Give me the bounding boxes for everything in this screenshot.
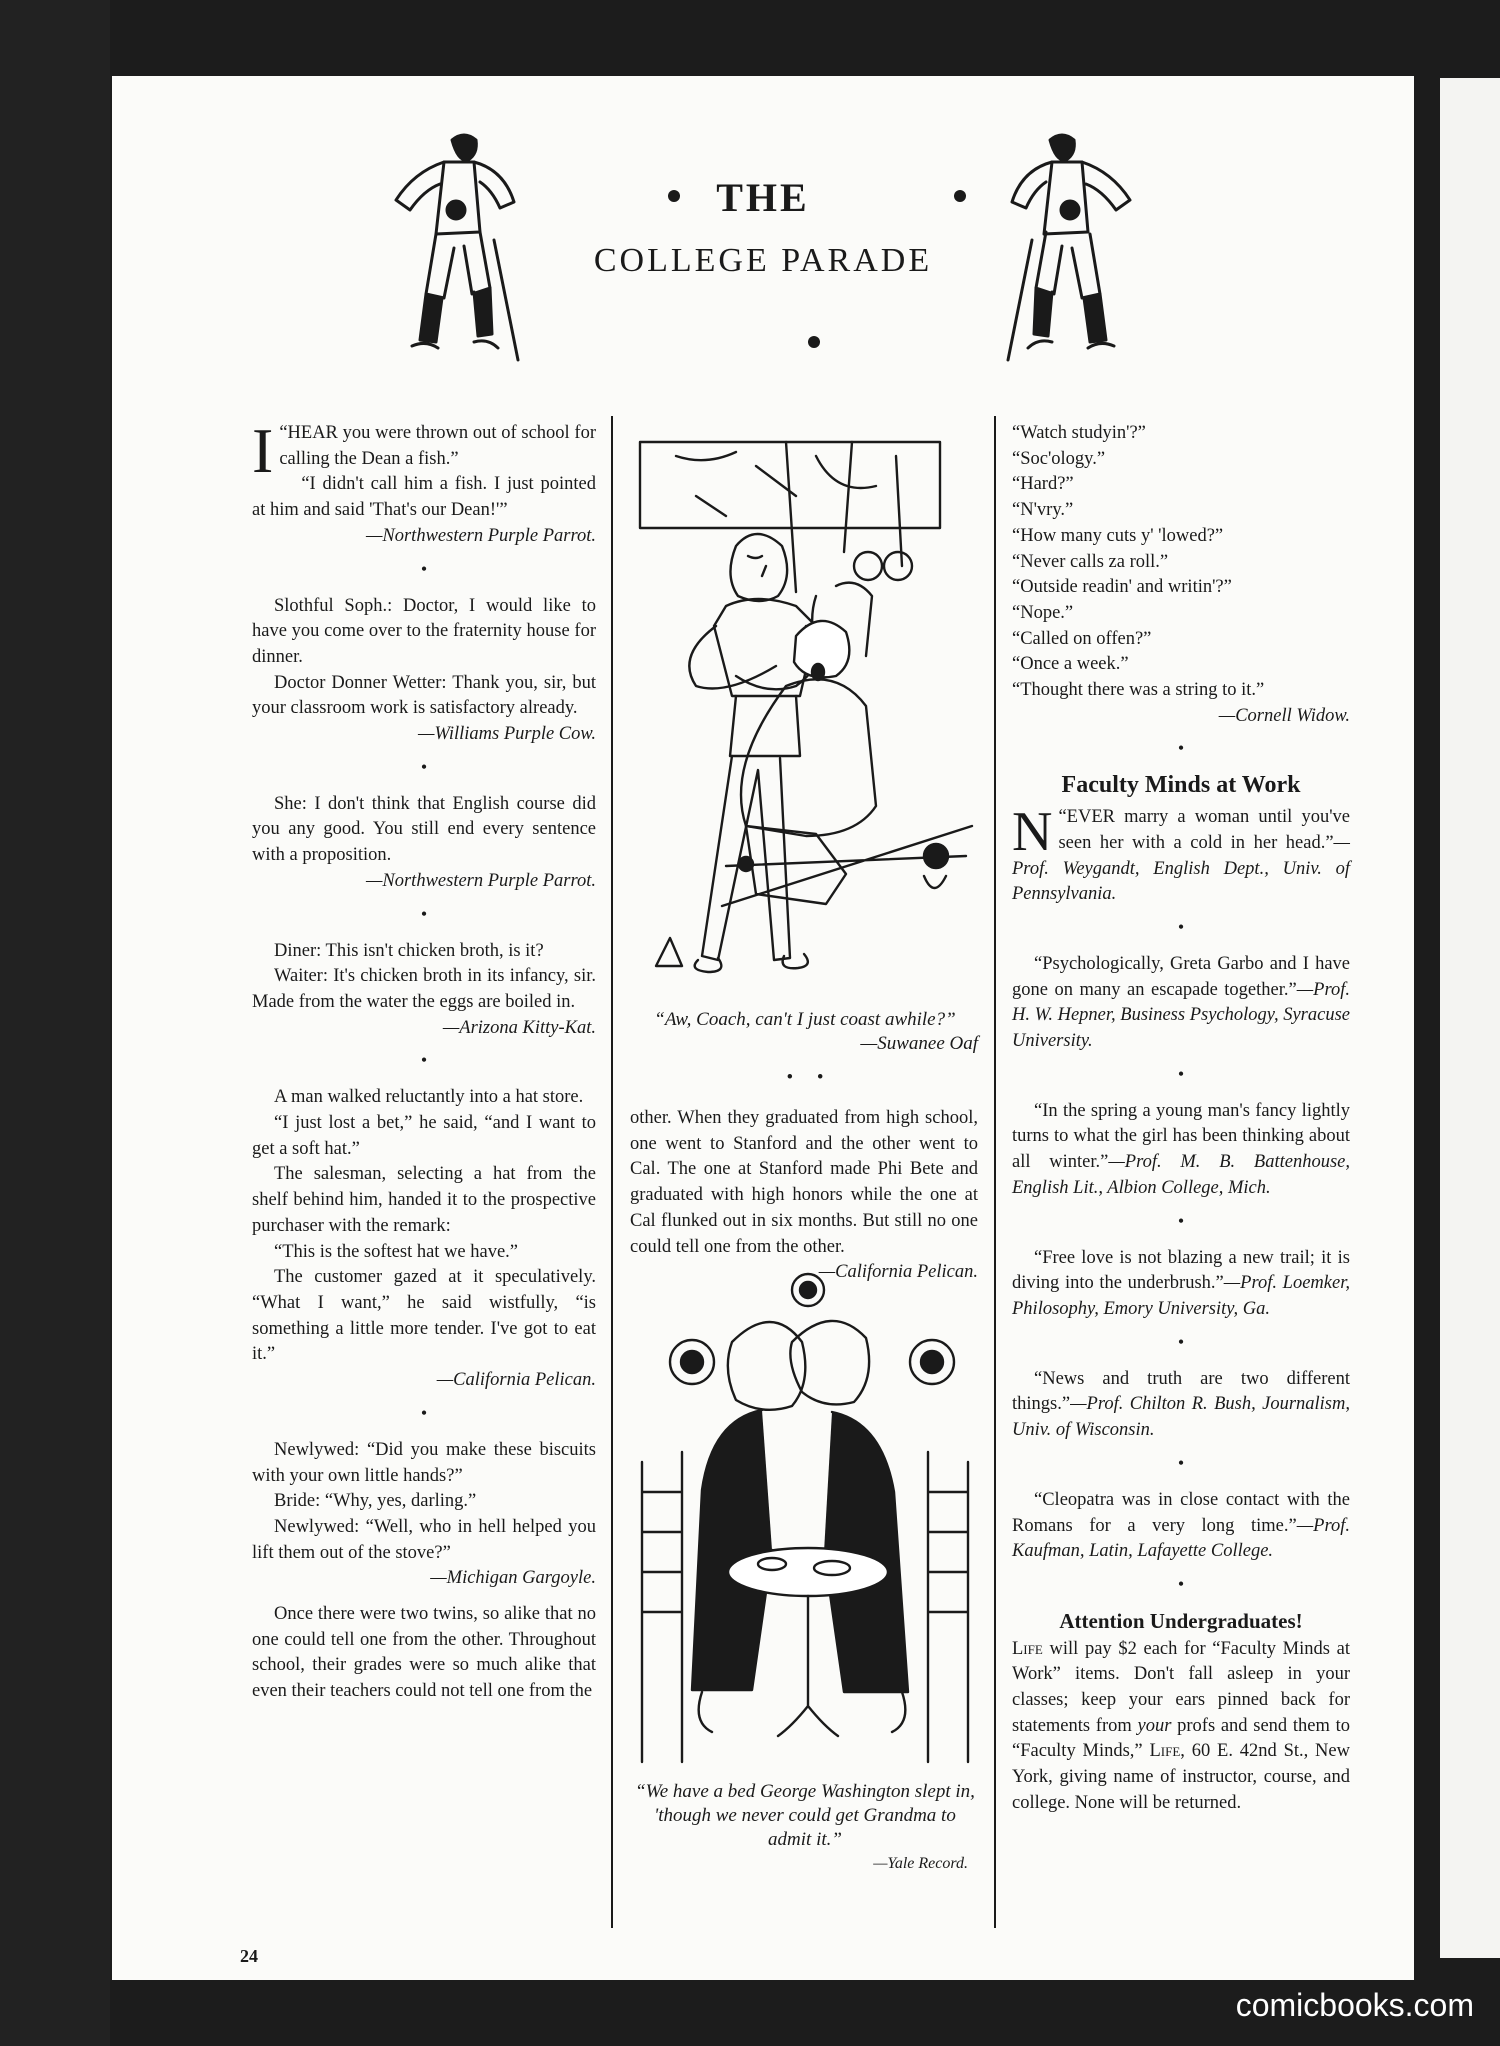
- column-left: [252, 415, 596, 1705]
- joke-5-source: —California Pelican.: [436, 1370, 596, 1391]
- joke-5-para-5: The customer gazed at it speculatively. “What I want,” he said wistfully, “is something a little more tender. I've got to eat it.”: [252, 1267, 596, 1365]
- joke-7-para-1: Once there were two twins, so alike that no one could tell one from the other. Throughout school, their grades were so much alike that even their teachers could not tell one from the: [252, 1604, 596, 1702]
- faculty-minds-heading: Faculty Minds at Work: [1061, 772, 1301, 799]
- page-number: 24: [240, 1946, 258, 1966]
- joke-4-para-2: Waiter: It's chicken broth in its infancy, sir. Made from the water the eggs are boiled in.: [252, 966, 596, 1012]
- separator-bullet: •: [420, 1402, 428, 1423]
- attention-text-1: will pay $2 each for “Faculty Minds at Work” items. Don't fall asleep in your classes; keep your ears pinned back for statements from: [1012, 1638, 1350, 1736]
- page-header: [112, 76, 1414, 406]
- attention-heading: Attention Undergraduates!: [1059, 1608, 1303, 1633]
- separator-bullet: •: [1177, 1331, 1185, 1352]
- dialog-source: —Cornell Widow.: [1218, 705, 1350, 726]
- faculty-quote-2: [1012, 952, 1350, 1055]
- faculty-quote-5: [1012, 1367, 1350, 1444]
- separator-bullet: •: [1177, 738, 1185, 759]
- joke-5-para-1: A man walked reluctantly into a hat store.: [274, 1087, 584, 1108]
- joke-4-para-1: Diner: This isn't chicken broth, is it?: [274, 940, 544, 961]
- cartoon-1-caption-source: —Suwanee Oaf: [860, 1033, 978, 1054]
- joke-7-continued: other. When they graduated from high school, one went to Stanford and the other went to Cal. The one at Stanford made Phi Bete and graduated with high honors while the one at Cal flunked out in six months. But still no one could tell one from the other.: [630, 1108, 978, 1257]
- faculty-quote-6: [1012, 1488, 1350, 1565]
- joke-2-source: —Williams Purple Cow.: [418, 724, 596, 745]
- cartoon-1-caption: [632, 1008, 978, 1056]
- joke-6-para-2: Bride: “Why, yes, darling.”: [274, 1491, 477, 1512]
- dialog-line: “Outside readin' and writin'?”: [1012, 577, 1232, 598]
- separator-bullet: •: [420, 903, 428, 924]
- joke-2-para-1: Slothful Soph.: Doctor, I would like to have you come over to the fraternity house for dinner.: [252, 595, 596, 667]
- column-middle-text: [630, 1106, 978, 1288]
- double-bullet-separator: • •: [786, 1067, 824, 1088]
- joke-6-para-3: Newlywed: “Well, who in hell helped you lift them out of the stove?”: [252, 1516, 596, 1563]
- attention-text-2: profs and send them to “Faculty Minds,”: [1012, 1715, 1350, 1762]
- dialog-line: “Never calls za roll.”: [1012, 551, 1169, 572]
- separator-bullet: •: [1177, 1452, 1185, 1473]
- gym-cartoon-illustration: [636, 436, 976, 996]
- joke-3-para-1: She: I don't think that English course did you any good. You still end every sentence with a proposition.: [252, 793, 596, 866]
- column-right: [1012, 421, 1350, 1817]
- separator-bullet: •: [420, 756, 428, 777]
- column-rule-left: [611, 416, 613, 1928]
- magazine-page: [112, 76, 1414, 1980]
- faculty-quote-3-source: —Prof. M. B. Battenhouse, English Lit., Albion College, Mich.: [1012, 1152, 1350, 1198]
- dialog-line: “How many cuts y' 'lowed?”: [1012, 525, 1224, 546]
- joke-2-para-2: Doctor Donner Wetter: Thank you, sir, but your classroom work is satisfactory already.: [252, 672, 596, 719]
- title-line-2: COLLEGE PARADE: [593, 242, 933, 279]
- grandma-cartoon-illustration: [632, 1272, 978, 1772]
- faculty-quote-1-source: —Prof. Weygandt, English Dept., Univ. of Pennsylvania.: [1012, 832, 1350, 905]
- joke-5-para-3: The salesman, selecting a hat from the shelf behind him, handed it to the prospective purchaser with the remark:: [252, 1164, 596, 1236]
- title-bullet-bottom: [808, 336, 820, 348]
- life-magazine-name: Life: [1149, 1741, 1181, 1762]
- attention-text-3: , 60 E. 42nd St., New York, giving name of instructor, course, and college. None will be returned.: [1012, 1741, 1350, 1813]
- cartoon-2-caption-source: —Yale Record.: [873, 1855, 968, 1872]
- separator-bullet: •: [420, 1050, 428, 1071]
- faculty-quote-6-text: “Cleopatra was in close contact with the Romans for a very long time.”: [1012, 1489, 1350, 1536]
- joke-1-source: —Northwestern Purple Parrot.: [365, 525, 596, 546]
- separator-bullet: •: [1177, 1210, 1185, 1231]
- separator-bullet: •: [1177, 1573, 1185, 1594]
- separator-bullet: •: [1177, 1063, 1185, 1084]
- watermark: comicbooks.com: [1235, 1987, 1474, 2023]
- faculty-quote-3: [1012, 1099, 1350, 1202]
- dialog-line: “N'vry.”: [1012, 500, 1074, 521]
- dialog-line: “Watch studyin'?”: [1012, 423, 1146, 443]
- dialog-line: “Nope.”: [1012, 602, 1074, 623]
- open-quote: “: [279, 423, 288, 443]
- joke-5-para-2: “I just lost a bet,” he said, “and I want to get a soft hat.”: [252, 1113, 596, 1159]
- scan-edge: [0, 0, 110, 2046]
- dialog-line: “Thought there was a string to it.”: [1012, 680, 1265, 701]
- faculty-quote-4-source: —Prof. Loemker, Philosophy, Emory University, Ga.: [1012, 1273, 1350, 1319]
- attention-emphasis: your: [1137, 1715, 1172, 1736]
- joke-6-source: —Michigan Gargoyle.: [430, 1568, 596, 1589]
- adjacent-page-edge: [1440, 78, 1500, 1958]
- faculty-quote-4: [1012, 1246, 1350, 1323]
- joke-1-para-2: “I didn't call him a fish. I just pointed at him and said 'That's our Dean!'”: [252, 474, 596, 521]
- separator-bullet: •: [1177, 916, 1185, 937]
- faculty-quote-4-text: “Free love is not blazing a new trail; it is diving into the underbrush.”: [1012, 1247, 1350, 1294]
- cartoon-1-caption-text: “Aw, Coach, can't I just coast awhile?”: [654, 1009, 956, 1030]
- joke-1-text: HEAR you were thrown out of school for calling the Dean a fish.”: [279, 423, 596, 469]
- faculty-quote-1-text: EVER marry a woman until you've seen her with a cold in her head.”: [1058, 807, 1350, 853]
- title-line-1: THE: [716, 175, 810, 220]
- cartoon-2-caption-text: “We have a bed George Washington slept in, 'though we never could get Grandma to admit it.”: [635, 1781, 975, 1850]
- life-magazine-name: Life: [1012, 1638, 1043, 1659]
- separator-bullet: •: [420, 558, 428, 579]
- cartoon-2-caption: [632, 1780, 978, 1876]
- drop-cap: N: [1012, 801, 1053, 864]
- column-rule-right: [994, 416, 996, 1928]
- dialog-line: “Once a week.”: [1012, 654, 1129, 675]
- joke-5-para-4: “This is the softest hat we have.”: [274, 1241, 519, 1262]
- faculty-quote-6-source: —Prof. Kaufman, Latin, Lafayette College.: [1012, 1515, 1350, 1562]
- open-quote: “: [1058, 807, 1067, 828]
- faculty-quote-2-source: —Prof. H. W. Hepner, Business Psychology, Syracuse University.: [1012, 979, 1350, 1052]
- drop-cap: I: [252, 415, 274, 486]
- joke-7-source: —California Pelican.: [818, 1262, 978, 1283]
- dialog-line: “Hard?”: [1012, 474, 1074, 495]
- joke-4-source: —Arizona Kitty-Kat.: [442, 1017, 596, 1038]
- joke-6-para-1: Newlywed: “Did you make these biscuits with your own little hands?”: [252, 1439, 596, 1486]
- faculty-quote-2-text: “Psychologically, Greta Garbo and I have gone on many an escapade together.”: [1012, 953, 1350, 1000]
- joke-3-source: —Northwestern Purple Parrot.: [365, 870, 596, 891]
- joke-1-para-1: [252, 415, 596, 486]
- faculty-quote-1: [1012, 801, 1350, 908]
- faculty-quote-5-text: “News and truth are two different things.”: [1012, 1368, 1350, 1415]
- attention-paragraph: [1012, 1637, 1350, 1817]
- dialog-line: “Called on offen?”: [1012, 628, 1152, 649]
- faculty-quote-5-source: —Prof. Chilton R. Bush, Journalism, Univ. of Wisconsin.: [1012, 1394, 1350, 1441]
- faculty-quote-3-text: “In the spring a young man's fancy lightly turns to what the girl has been thinking about all winter.”: [1012, 1100, 1350, 1173]
- dialog-line: “Soc'ology.”: [1012, 448, 1106, 469]
